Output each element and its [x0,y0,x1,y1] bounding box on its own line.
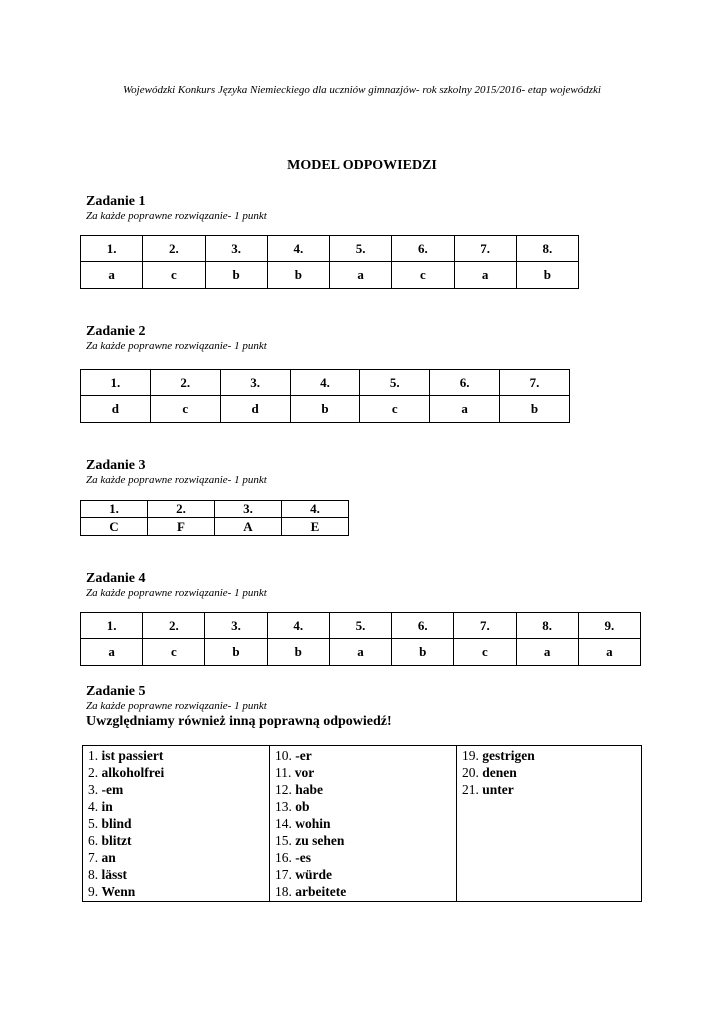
task-heading: Zadanie 1 [86,194,146,209]
task-5-heading-block [86,684,392,731]
answer-item [88,866,264,883]
answer-item [88,798,264,815]
item-number: 8. [88,867,99,882]
task-3-heading-block [86,458,267,487]
question-number-cell: 2. [148,501,215,518]
task-heading: Zadanie 2 [86,324,146,339]
item-number: 2. [88,765,99,780]
task-1-answer-table [80,235,579,289]
answer-item [275,883,451,900]
answer-cell: a [578,639,640,666]
scoring-note: Za każde poprawne rozwiązanie- 1 punkt [86,474,267,486]
answer-cell: b [267,262,329,289]
item-number: 16. [275,850,292,865]
answer-cell: b [392,639,454,666]
item-number: 19. [462,748,479,763]
item-number: 17. [275,867,292,882]
answer-item [275,849,451,866]
item-answer: habe [295,782,324,797]
item-number: 21. [462,782,479,797]
item-number: 11. [275,765,292,780]
answer-item [275,764,451,781]
answer-item [275,832,451,849]
alternative-answer-note: Uwzględniamy również inną poprawną odpowiedź! [86,714,392,729]
answer-cell: c [454,639,516,666]
item-answer: gestrigen [482,748,535,763]
item-number: 9. [88,884,99,899]
item-answer: unter [482,782,514,797]
item-answer: denen [482,765,517,780]
item-answer: ist passiert [101,748,164,763]
item-answer: zu sehen [295,833,345,848]
question-number-cell: 1. [81,370,151,396]
answer-item [275,798,451,815]
question-number-cell: 7. [454,236,516,262]
item-number: 1. [88,748,99,763]
answer-item [462,747,636,764]
answer-cell: a [430,396,500,423]
item-answer: -es [295,850,311,865]
answer-cell: c [392,262,454,289]
question-number-cell: 4. [290,370,360,396]
answer-column-1 [83,746,270,902]
answer-cell: F [148,518,215,536]
question-number-cell: 5. [360,370,430,396]
question-number-cell: 3. [220,370,290,396]
answer-cell: c [150,396,220,423]
answer-cell: b [290,396,360,423]
answer-item [88,764,264,781]
item-number: 7. [88,850,99,865]
answer-item [88,883,264,900]
question-number-cell: 6. [392,236,454,262]
answer-item [88,815,264,832]
answer-cell: C [81,518,148,536]
scoring-note: Za każde poprawne rozwiązanie- 1 punkt [86,587,267,599]
item-number: 4. [88,799,99,814]
question-number-cell: 5. [330,236,392,262]
item-answer: Wenn [101,884,136,899]
item-number: 5. [88,816,99,831]
question-number-cell: 1. [81,613,143,639]
item-number: 3. [88,782,99,797]
question-number-cell: 1. [81,236,143,262]
item-answer: blind [101,816,132,831]
item-answer: -em [101,782,124,797]
answer-cell: c [143,639,205,666]
answer-item [275,866,451,883]
question-number-cell: 6. [392,613,454,639]
question-number-cell: 1. [81,501,148,518]
answer-cell: a [454,262,516,289]
item-answer: lässt [101,867,128,882]
answer-cell: b [205,639,267,666]
answer-cell: d [220,396,290,423]
question-number-cell: 5. [329,613,391,639]
answer-cell: b [500,396,570,423]
answer-column-3 [457,746,642,902]
item-number: 6. [88,833,99,848]
item-number: 20. [462,765,479,780]
item-number: 15. [275,833,292,848]
scoring-note: Za każde poprawne rozwiązanie- 1 punkt [86,340,267,352]
task-1-heading-block [86,194,267,223]
item-answer: vor [294,765,315,780]
item-answer: würde [295,867,332,882]
answer-column-2 [270,746,457,902]
answer-item [88,781,264,798]
item-answer: an [101,850,116,865]
task-5-answer-table [82,745,642,902]
item-answer: alkoholfrei [101,765,165,780]
task-heading: Zadanie 4 [86,571,146,586]
answer-item [275,781,451,798]
document-header: Wojewódzki Konkurs Języka Niemieckiego dla uczniów gimnazjów- rok szkolny 2015/2016- etap wojewódzki [123,84,601,96]
item-number: 10. [275,748,292,763]
question-number-cell: 3. [205,613,267,639]
answer-cell: A [215,518,282,536]
question-number-cell: 4. [267,236,329,262]
task-4-heading-block [86,571,267,600]
item-number: 18. [275,884,292,899]
item-answer: in [101,799,113,814]
answer-item [462,764,636,781]
question-number-cell: 3. [205,236,267,262]
task-2-answer-table [80,369,570,423]
document-title: MODEL ODPOWIEDZI [287,158,437,173]
answer-cell: d [81,396,151,423]
item-answer: wohin [295,816,331,831]
item-answer: ob [295,799,310,814]
task-heading: Zadanie 5 [86,684,146,699]
answer-item [462,781,636,798]
question-number-cell: 4. [267,613,329,639]
answer-item [88,832,264,849]
item-number: 14. [275,816,292,831]
answer-cell: E [282,518,349,536]
item-answer: arbeitete [295,884,347,899]
answer-item [275,747,451,764]
question-number-cell: 7. [500,370,570,396]
task-4-answer-table [80,612,641,666]
answer-item [88,849,264,866]
task-heading: Zadanie 3 [86,458,146,473]
question-number-cell: 6. [430,370,500,396]
answer-cell: b [267,639,329,666]
question-number-cell: 7. [454,613,516,639]
question-number-cell: 2. [150,370,220,396]
answer-cell: a [81,639,143,666]
answer-cell: a [516,639,578,666]
question-number-cell: 8. [516,236,578,262]
answer-item [275,815,451,832]
answer-item [88,747,264,764]
answer-cell: a [330,262,392,289]
answer-cell: a [329,639,391,666]
answer-cell: b [516,262,578,289]
scoring-note: Za każde poprawne rozwiązanie- 1 punkt [86,700,267,712]
answer-cell: b [205,262,267,289]
task-3-answer-table [80,500,349,536]
answer-cell: a [81,262,143,289]
question-number-cell: 4. [282,501,349,518]
item-answer: -er [295,748,312,763]
item-number: 12. [275,782,292,797]
item-number: 13. [275,799,292,814]
scoring-note: Za każde poprawne rozwiązanie- 1 punkt [86,210,267,222]
answer-cell: c [143,262,205,289]
answer-cell: c [360,396,430,423]
task-2-heading-block [86,324,267,353]
item-answer: blitzt [101,833,132,848]
question-number-cell: 8. [516,613,578,639]
question-number-cell: 3. [215,501,282,518]
question-number-cell: 2. [143,613,205,639]
question-number-cell: 9. [578,613,640,639]
question-number-cell: 2. [143,236,205,262]
